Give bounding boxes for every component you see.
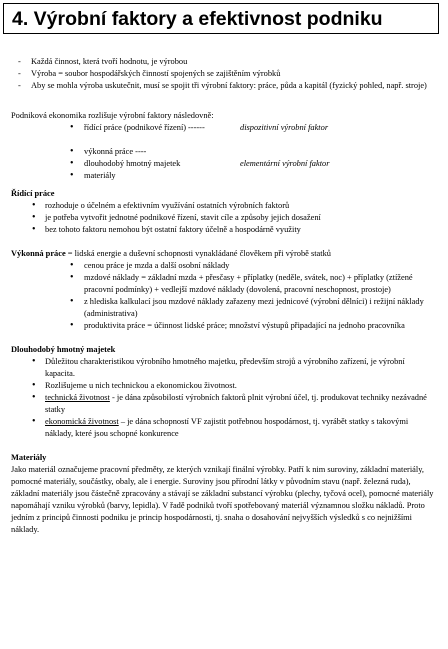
intro-item: - Výroba = soubor hospodářských činností spojených se zajištěním výrobků xyxy=(11,68,435,80)
list-item: • rozhoduje o účelném a efektivním využívání ostatních výrobních faktorů xyxy=(11,200,435,212)
ridici-list xyxy=(11,200,435,236)
section-heading-vykonna: Výkonná práce xyxy=(11,249,66,258)
intro-item: - Aby se mohla výroba uskutečnit, musí se spojit tři výrobní faktory: práce, půda a kapitál (fyzický pohled, např. stroje) xyxy=(11,80,435,92)
list-item: • Důležitou charakteristikou výrobního hmotného majetku, především strojů a výrobního zařízení, je výrobní kapacita. xyxy=(11,356,435,380)
materialy-paragraph: Jako materiál označujeme pracovní předměty, ze kterých vznikají finální výrobky. Patří k nim suroviny, základní materiály, pomocné materiály, součástky, obaly, ale i energie. Suroviny jsou přírodní látky v původním stavu (např. železná ruda), základní materiály jsou částečně zpracovány a stávají se základní substancí výrobku (plechy, tyčová ocel), pomocné materiály napomáhají vzniku výrobků (barvy, lepidla). V řadě podniků tvoří spotřebovaný materiál významnou složku nákladů. Proto jedním z principů činnosti podniku je princip hospodárnosti, tj. snaha o dosahování nejvyšších výsledků s co nejnižšími náklady. xyxy=(11,465,434,534)
list-item: • Rozlišujeme u nich technickou a ekonomickou životnost. xyxy=(11,380,435,392)
classification-group-1 xyxy=(11,122,435,134)
classification-item: • řídící práce (podnikové řízení) ------ dispozitivní výrobní faktor xyxy=(11,122,435,134)
list-item: • mzdové náklady = základní mzda + přesčasy + příplatky (neděle, svátek, noc) + příplatky (ztížené pracovní podmínky) + vedlejší mzdové náklady (dovolená, pracovní neschopnost, prostoje) xyxy=(11,272,435,296)
classification-item: • materiály xyxy=(11,170,435,182)
majetek-list xyxy=(11,356,435,440)
document-body xyxy=(11,56,435,536)
term-ekonomicka-zivotnost: ekonomická životnost xyxy=(45,417,119,426)
classification-group-2 xyxy=(11,146,435,182)
vykonna-lead-line: Výkonná práce = lidská energie a duševní schopnosti vynakládané člověkem při výrobě statků xyxy=(11,249,331,258)
list-item: • produktivita práce = účinnost lidské práce; množství výstupů připadající na jednoho pracovníka xyxy=(11,320,435,332)
list-item: • je potřeba vytvořit jednotné podnikové řízení, stavit cíle a způsoby jejich dosažení xyxy=(11,212,435,224)
classification-item: • dlouhodobý hmotný majetek elementární výrobní faktor xyxy=(11,158,435,170)
intro-item: - Každá činnost, která tvoří hodnotu, je výrobou xyxy=(11,56,435,68)
list-item: • cenou práce je mzda a další osobní náklady xyxy=(11,260,435,272)
list-item: • z hlediska kalkulací jsou mzdové náklady zařazeny mezi jednicové (výrobní dělníci) i režijní náklady (administrativa) xyxy=(11,296,435,320)
dispozitivni-label: dispozitivní výrobní faktor xyxy=(240,123,329,132)
term-technicka-zivotnost: technická životnost xyxy=(45,393,110,402)
title-box xyxy=(3,3,439,34)
classification-lead: Podniková ekonomika rozlišuje výrobní faktory následovně: xyxy=(11,111,214,120)
intro-list xyxy=(11,56,435,92)
vykonna-list xyxy=(11,260,435,332)
page-title: 4. Výrobní faktory a efektivnost podniku xyxy=(12,8,383,30)
section-heading-materialy: Materiály xyxy=(11,453,47,462)
section-heading-ridici: Řídící práce xyxy=(11,189,55,198)
section-heading-majetek: Dlouhodobý hmotný majetek xyxy=(11,345,116,354)
list-item: • ekonomická životnost – je dána schopností VF zajistit potřebnou hospodárnost, tj. vyrábět statky s takovými náklady, které jsou schopné konkurence xyxy=(11,416,435,440)
classification-item: • výkonná práce ---- xyxy=(11,146,435,158)
elementarni-label: elementární výrobní faktor xyxy=(240,159,330,168)
list-item: • technická životnost - je dána způsobilostí výrobních faktorů plnit výrobní účel, tj. produkovat techniky nezávadné statky xyxy=(11,392,435,416)
list-item: • bez tohoto faktoru nemohou být ostatní faktory účelně a hospodárně využity xyxy=(11,224,435,236)
